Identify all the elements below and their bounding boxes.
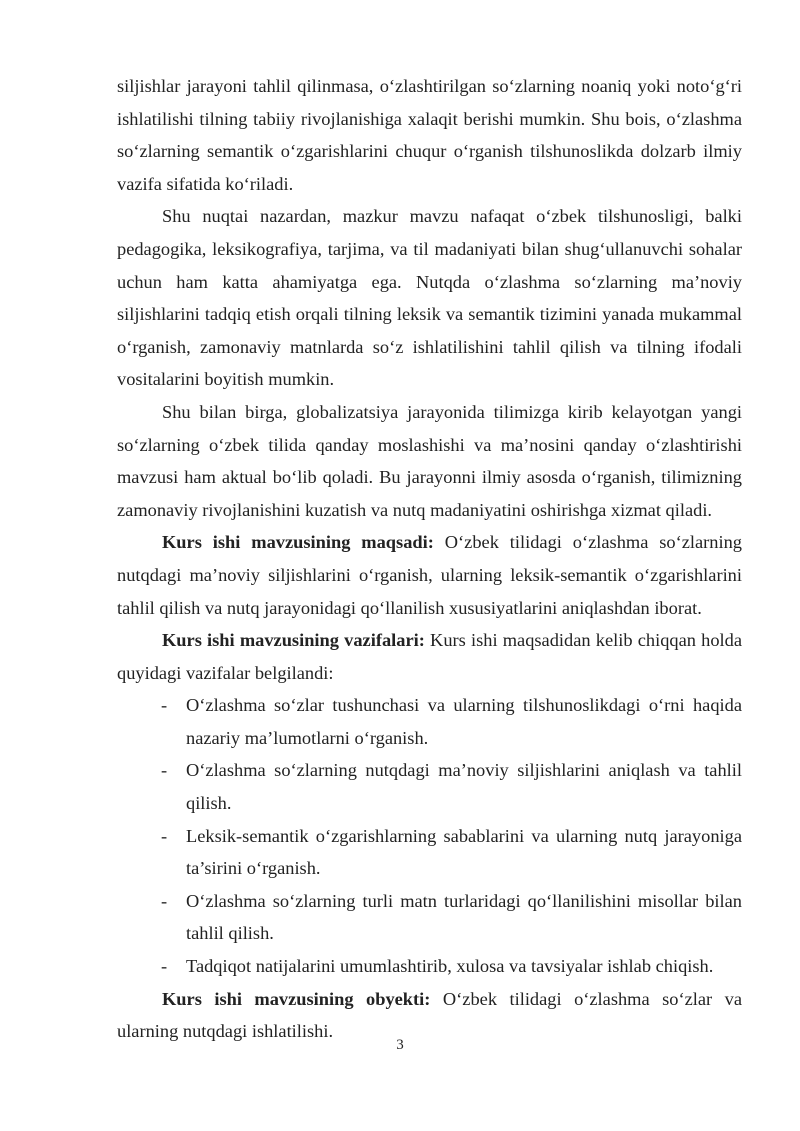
goal-text: O‘zbek tilidagi o‘zlashma so‘zlarning nutqdagi ma’noviy siljishlarini o‘rganish, ularning leksik-semantik o‘zgarishlarini tahlil qilish va nutq jarayonidagi qo‘llanilish xususiyatlarini aniqlashdan iborat. <box>117 532 743 618</box>
list-item-text: O‘zlashma so‘zlarning nutqdagi ma’noviy siljishlarini aniqlash va tahlil qilish. <box>186 760 742 814</box>
object-text: O‘zbek tilidagi o‘zlashma so‘zlar va ularning nutqdagi ishlatilishi. <box>117 988 742 1042</box>
paragraph-globalization: Shu bilan birga, globalizatsiya jarayonida tilimizga kirib kelayotgan yangi so‘zlarning o‘zbek tilida qanday moslashishi va ma’nosini qanday o‘zlashtirishi mavzusi ham aktual bo‘lib qoladi. Bu jarayonni ilmiy asosda o‘rganish, tilimizning zamonaviy rivojlanishini kuzatish va nutq madaniyatini oshirishga xizmat qiladi. <box>117 401 742 520</box>
tasks-paragraph <box>117 624 742 689</box>
paragraph-continuation: siljishlar jarayoni tahlil qilinmasa, o‘zlashtirilgan so‘zlarning noaniq yoki noto‘g‘ri ishlatilishi tilning tabiiy rivojlanishiga xalaqit berishi mumkin. Shu bois, o‘zlashma so‘zlarning semantik o‘zgarishlarini chuqur o‘rganish tilshunoslikda dolzarb ilmiy vazifa sifatida ko‘riladi. <box>117 76 742 194</box>
list-dash: - <box>161 825 168 846</box>
list-item-text: O‘zlashma so‘zlar tushunchasi va ularning tilshunoslikdagi o‘rni haqida nazariy ma’lumotlarni o‘rganish. <box>186 695 742 748</box>
list-dash: - <box>161 760 168 781</box>
tasks-label: Kurs ishi mavzusining vazifalari: <box>162 630 425 651</box>
list-item-text: Tadqiqot natijalarini umumlashtirib, xulosa va tavsiyalar ishlab chiqish. <box>186 956 714 977</box>
goal-label: Kurs ishi mavzusining maqsadi: <box>162 532 434 553</box>
page-number: 3 <box>396 1037 404 1053</box>
body-text <box>117 70 742 1048</box>
list-item <box>117 689 742 754</box>
list-item <box>117 950 742 983</box>
list-item <box>117 754 742 819</box>
tasks-list <box>117 689 742 982</box>
list-item <box>117 885 742 950</box>
list-item-text: Leksik-semantik o‘zgarishlarning sabablarini va ularning nutq jarayoniga ta’sirini o‘rganish. <box>186 825 742 879</box>
list-dash: - <box>161 890 168 911</box>
list-item <box>117 820 742 885</box>
list-dash: - <box>161 956 168 977</box>
list-item-text: O‘zlashma so‘zlarning turli matn turlaridagi qo‘llanilishini misollar bilan tahlil qilish. <box>186 890 742 944</box>
goal-paragraph <box>117 526 742 624</box>
object-label: Kurs ishi mavzusining obyekti: <box>162 988 431 1009</box>
list-dash: - <box>161 695 168 716</box>
paragraph-relevance: Shu nuqtai nazardan, mazkur mavzu nafaqat o‘zbek tilshunosligi, balki pedagogika, leksikografiya, tarjima, va til madaniyati bilan shug‘ullanuvchi sohalar uchun ham katta ahamiyatga ega. Nutqda o‘zlashma so‘zlarning ma’noviy siljishlarini tadqiq etish orqali tilning leksik va semantik tizimini yanada mukammal o‘rganish, zamonaviy matnlarda so‘z ishlatilishini tahlil qilish va tilning ifodali vositalarini boyitish mumkin. <box>117 206 742 390</box>
tasks-text: Kurs ishi maqsadidan kelib chiqqan holda quyidagi vazifalar belgilandi: <box>117 630 742 683</box>
